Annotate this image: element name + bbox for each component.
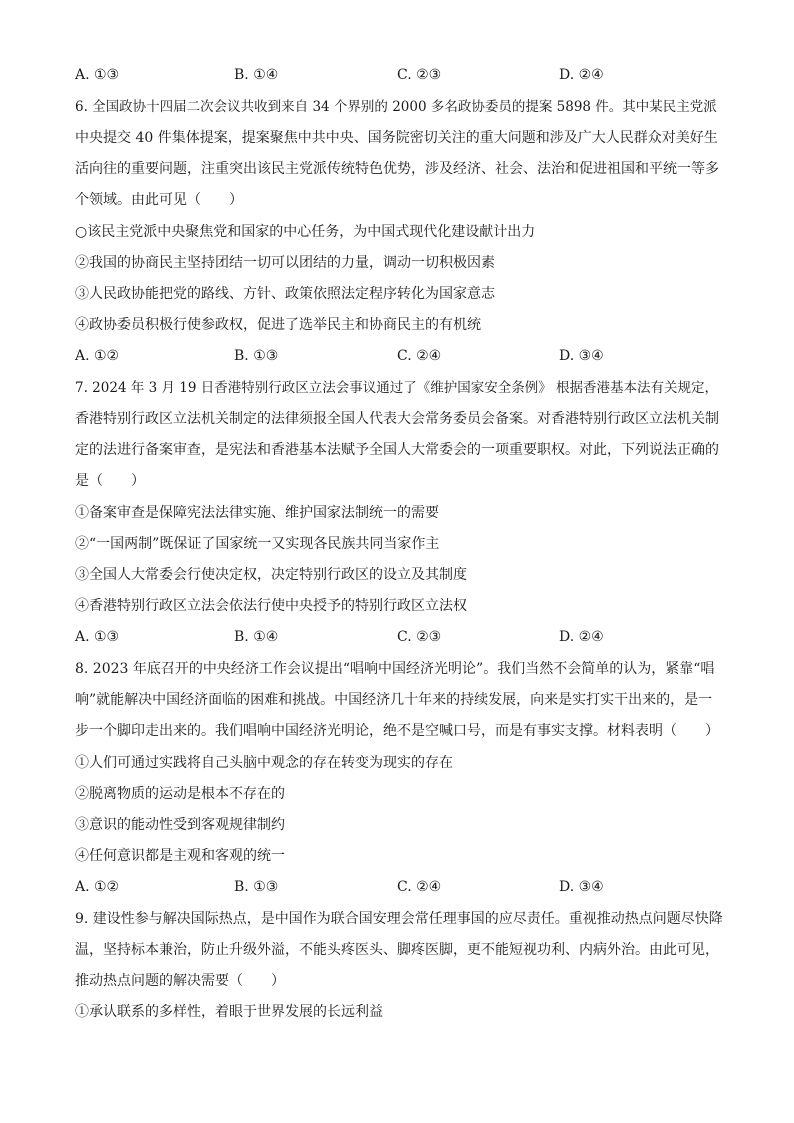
q6-statement-3: ③人民政协能把党的路线、方针、政策依照法定程序转化为国家意志	[75, 286, 495, 302]
q7-option-b: B. ①④	[234, 629, 279, 645]
q9-stem-line-3: 推动热点问题的解决需要（ ）	[75, 973, 285, 989]
q7-stem-line-4: 是（ ）	[75, 473, 145, 489]
q8-option-b: B. ①③	[234, 879, 279, 895]
q8-stem-line-2: 响”就能解决中国经济面临的困难和挑战。中国经济几十年来的持续发展，向来是实打实干出来的，是一	[75, 692, 713, 708]
q8-option-d: D. ③④	[559, 879, 604, 895]
q5-option-c: C. ②③	[397, 67, 442, 83]
q8-options	[75, 877, 725, 897]
q8-stem-line-3: 步一个脚印走出来的。我们唱响中国经济光明论，绝不是空喊口号，而是有事实支撑。材料表明（ ）	[75, 723, 719, 739]
q5-options	[75, 65, 725, 85]
q9-stem-line-1: 9. 建设性参与解决国际热点，是中国作为联合国安理会常任理事国的应尽责任。重视推动热点问题尽快降	[75, 911, 723, 927]
q8-statement-2: ②脱离物质的运动是根本不存在的	[75, 786, 285, 802]
q7-stem-line-1: 7. 2024 年 3 月 19 日香港特别行政区立法会事议通过了《维护国家安全条例》 根据香港基本法有关规定，	[75, 380, 719, 396]
q6-stem-line-3: 活向往的重要问题，注重突出该民主党派传统特色优势，涉及经济、社会、法治和促进祖国和平统一等多	[75, 161, 719, 177]
q7-option-c: C. ②③	[397, 629, 442, 645]
q5-option-b: B. ①④	[234, 67, 279, 83]
q8-statement-3: ③意识的能动性受到客观规律制约	[75, 817, 285, 833]
q7-statement-4: ④香港特别行政区立法会依法行使中央授予的特别行政区立法权	[75, 598, 467, 614]
q7-statement-2: ②“一国两制”既保证了国家统一又实现各民族共同当家作主	[75, 536, 440, 552]
q6-stem-line-2: 中央提交 40 件集体提案，提案聚焦中共中央、国务院密切关注的重大问题和涉及广大人民群众对美好生	[75, 130, 718, 146]
q9-stem-line-2: 温，坚持标本兼治，防止升级外溢，不能头疼医头、脚疼医脚，更不能短视功利、内病外治。由此可见，	[75, 942, 719, 958]
q6-option-b: B. ①③	[234, 348, 279, 364]
q5-option-d: D. ②④	[559, 67, 604, 83]
q7-option-d: D. ②④	[559, 629, 604, 645]
q6-option-c: C. ②④	[397, 348, 442, 364]
q6-statement-1: ○该民主党派中央聚焦党和国家的中心任务，为中国式现代化建设献计出力	[75, 224, 536, 240]
q8-statement-4: ④任何意识都是主观和客观的统一	[75, 848, 285, 864]
q6-stem-line-4: 个领域。由此可见（ ）	[75, 192, 243, 208]
q7-stem-line-3: 定的法进行备案审查，是宪法和香港基本法赋予全国人大常委会的一项重要职权。对此，下列说法正确的	[75, 442, 719, 458]
q6-statement-2: ②我国的协商民主坚持团结一切可以团结的力量，调动一切积极因素	[75, 255, 495, 271]
q9-statement-1: ①承认联系的多样性，着眼于世界发展的长远利益	[75, 1004, 383, 1020]
q6-options	[75, 346, 725, 366]
q5-option-a: A. ①③	[75, 67, 120, 83]
q6-option-a: A. ①②	[75, 348, 120, 364]
q7-options	[75, 627, 725, 647]
q6-option-d: D. ③④	[559, 348, 604, 364]
q7-statement-3: ③全国人大常委会行使决定权，决定特别行政区的设立及其制度	[75, 567, 467, 583]
q8-option-a: A. ①②	[75, 879, 120, 895]
q7-stem-line-2: 香港特别行政区立法机关制定的法律须报全国人代表大会常务委员会备案。对香港特别行政区立法机关制	[75, 411, 719, 427]
q8-statement-1: ①人们可通过实践将自己头脑中观念的存在转变为现实的存在	[75, 755, 453, 771]
q6-stem-line-1: 6. 全国政协十四届二次会议共收到来自 34 个界别的 2000 多名政协委员的提案 5898 件。其中某民主党派	[75, 99, 717, 115]
q6-statement-4: ④政协委员积极行使参政权，促进了选举民主和协商民主的有机统	[75, 317, 481, 333]
q7-statement-1: ①备案审查是保障宪法法律实施、维护国家法制统一的需要	[75, 505, 439, 521]
q7-option-a: A. ①③	[75, 629, 120, 645]
q8-option-c: C. ②④	[397, 879, 442, 895]
q8-stem-line-1: 8. 2023 年底召开的中央经济工作会议提出“唱响中国经济光明论”。我们当然不会简单的认为，紧靠“唱	[75, 661, 715, 677]
